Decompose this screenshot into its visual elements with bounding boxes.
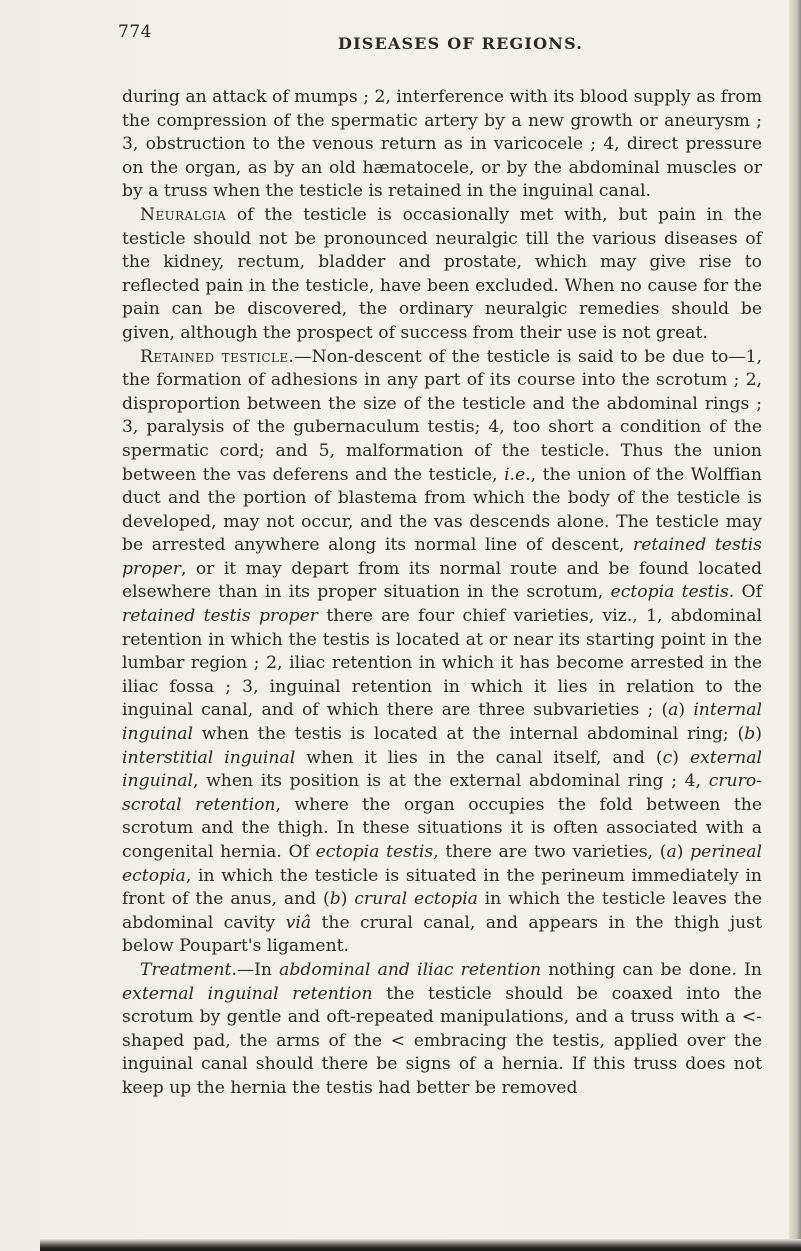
running-head: DISEASES OF REGIONS. (338, 34, 584, 53)
italic-text: ectopia testis (315, 842, 434, 862)
italic-text: Treatment. (140, 959, 237, 980)
text-run: ) (672, 747, 691, 768)
italic-text: retained testis proper (122, 535, 762, 579)
paragraph-mumps-continuation (122, 86, 762, 204)
italic-text: interstitial inguinal (122, 747, 296, 768)
text-run: in which the testicle leaves the abdominal cavity (122, 889, 762, 933)
text-run: nothing can be done. In (541, 959, 762, 980)
text-run: , where the organ occupies the fold between the scrotum and the thigh. In these situations it is often associated with a congenital hernia. Of (122, 794, 762, 862)
text-run: when the testis is located at the internal abdominal ring; ( (192, 724, 745, 745)
text-run: during an attack of mumps ; 2, interference with its blood supply as from the compression of the spermatic artery by a new growth or aneurysm ; 3, obstruction to the venous return as in varicocele ; 4, direct pressure on the organ, as by an old hæmatocele, or by the abdominal muscles or by a truss when the testicle is retained in the inguinal canal. (122, 87, 762, 202)
text-run: ) (678, 700, 694, 721)
text-run: when it lies in the canal itself, and ( (295, 747, 663, 768)
text-run: ) (755, 724, 762, 745)
italic-text: ectopia testis. (610, 582, 735, 603)
italic-text: a (668, 700, 679, 721)
italic-text: retained testis proper (122, 606, 319, 627)
text-run: , there are two varieties, ( (433, 842, 667, 862)
text-run: , the union of the Wolffian duct and the portion of blastema from which the body of the testicle is developed, may not occur, and the vas descends alone. The testicle may be arrested anywhere along its normal line of descent, (122, 464, 762, 556)
text-run: the testicle should be coaxed into the scrotum by gentle and oft-repeated manipulations, and a truss with a <-shaped pad, the arms of the < embracing the testis, applied over the inguinal canal should there be signs of a hernia. If this truss does not keep up the hernia the testis had better be removed (122, 983, 762, 1098)
page-edge-right (789, 0, 801, 1251)
text-run: —In (236, 959, 280, 980)
paragraph-treatment (122, 959, 762, 1101)
text-run: the crural canal, and appears in the thigh just below Poupart's ligament. (122, 912, 762, 957)
italic-text: i.e. (504, 464, 531, 485)
section-heading: Retained testicle. (140, 346, 295, 367)
italic-text: crural ectopia (354, 889, 478, 910)
italic-text: abdominal and iliac retention (279, 959, 542, 980)
italic-text: external inguinal retention (122, 983, 373, 1004)
italic-text: internal inguinal (122, 700, 762, 745)
italic-text: cruro-scrotal retention (122, 771, 762, 815)
italic-text: b (744, 724, 756, 745)
text-run: ) (340, 889, 355, 910)
paragraph-retained-testicle (122, 346, 762, 959)
italic-text: b (329, 889, 341, 910)
italic-text: viâ (285, 912, 312, 933)
text-run: —Non-descent of the testicle is said to be due to—1, the formation of adhesions in any part of its course into the scrotum ; 2, disproportion between the size of the testicle and the abdominal rings ; 3, paralysis of the gubernaculum testis; 4, too short a condition of the spermatic cord; and 5, malformation of the testicle. Thus the union between the vas deferens and the testicle, (122, 346, 762, 485)
italic-text: external inguinal (122, 747, 762, 792)
text-run: Of (734, 582, 762, 603)
italic-text: a (666, 842, 677, 862)
body-text (122, 86, 762, 1101)
section-heading: Neuralgia (140, 204, 227, 225)
page-number: 774 (118, 22, 152, 42)
text-run: ) (676, 842, 691, 862)
paragraph-neuralgia (122, 204, 762, 346)
text-run: of the testicle is occasionally met with, but pain in the testicle should not be pronounced neuralgic till the various diseases of the kidney, rectum, bladder and prostate, which may give rise to reflected pain in the testicle, have been excluded. When no cause for the pain can be discovered, the ordinary neuralgic remedies should be given, although the prospect of success from their use is not great. (122, 204, 762, 343)
text-run: , in which the testicle is situated in the perineum immediately in front of the anus, and ( (122, 865, 762, 910)
page-header (118, 22, 771, 52)
text-run: there are four chief varieties, viz., 1, abdominal retention in which the testis is located at or near its starting point in the lumbar region ; 2, iliac retention in which it has become arrested in the iliac fossa ; 3, inguinal retention in which it lies in relation to the inguinal canal, and of which there are three subvarieties ; ( (122, 606, 762, 721)
text-run: , when its position is at the external abdominal ring ; 4, (192, 771, 709, 792)
page-edge-bottom (40, 1239, 801, 1251)
italic-text: c (662, 747, 673, 768)
text-run: , or it may depart from its normal route and be found located elsewhere than in its proper situation in the scrotum, (122, 558, 762, 603)
italic-text: perineal ectopia (122, 842, 763, 886)
